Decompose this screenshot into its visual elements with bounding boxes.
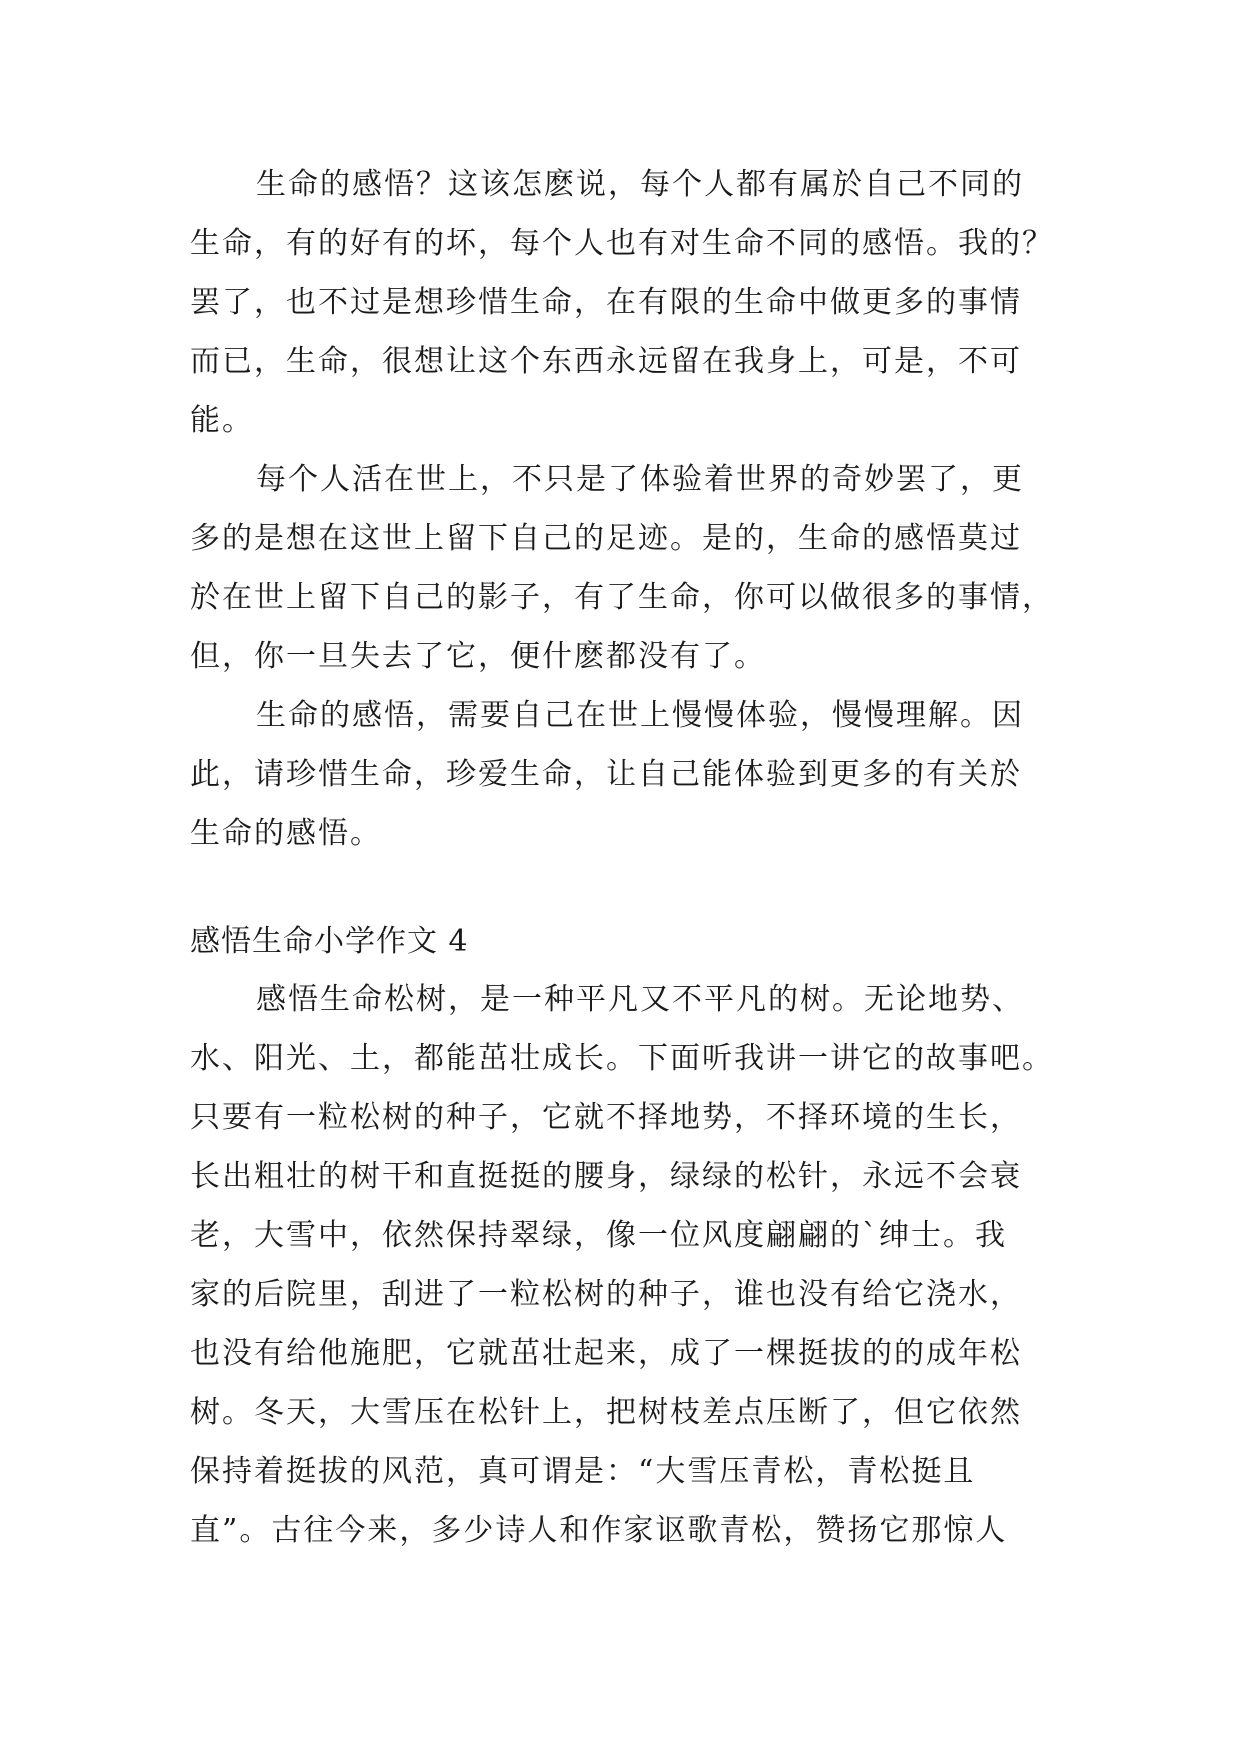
- paragraph-line: 此，请珍惜生命，珍爱生命，让自己能体验到更多的有关於: [190, 757, 1022, 792]
- paragraph-line: 但，你一旦失去了它，便什麽都没有了。: [190, 639, 766, 674]
- paragraph-line: 感悟生命松树，是一种平凡又不平凡的树。无论地势、: [256, 982, 1024, 1017]
- paragraph-line: 能。: [190, 403, 254, 438]
- paragraph-line: 长出粗壮的树干和直挺挺的腰身，绿绿的松针，永远不会衰: [190, 1159, 1022, 1194]
- paragraph-line: 也没有给他施肥，它就茁壮起来，成了一棵挺拔的的成年松: [190, 1336, 1022, 1371]
- paragraph-line: 生命的感悟，需要自己在世上慢慢体验，慢慢理解。因: [256, 698, 1024, 733]
- paragraph-line: 老，大雪中，依然保持翠绿，像一位风度翩翩的`绅士。我: [190, 1218, 1007, 1253]
- paragraph-line: 保持着挺拔的风范，真可谓是：“大雪压青松，青松挺且: [190, 1454, 976, 1489]
- paragraph-line: 水、阳光、土，都能茁壮成长。下面听我讲一讲它的故事吧。: [190, 1041, 1054, 1076]
- paragraph-line: 於在世上留下自己的影子，有了生命，你可以做很多的事情，: [190, 580, 1054, 615]
- paragraph-line: 罢了，也不过是想珍惜生命，在有限的生命中做更多的事情: [190, 285, 1022, 320]
- paragraph-line: 只要有一粒松树的种子，它就不择地势，不择环境的生长，: [190, 1100, 1022, 1135]
- paragraph-line: 生命的感悟？这该怎麽说，每个人都有属於自己不同的: [256, 167, 1024, 202]
- paragraph-line: 而已，生命，很想让这个东西永远留在我身上，可是，不可: [190, 344, 1022, 379]
- paragraph-line: 直”。古往今来，多少诗人和作家讴歌青松，赞扬它那惊人: [190, 1513, 1008, 1548]
- section-heading: 感悟生命小学作文 4: [190, 924, 469, 959]
- paragraph-line: 每个人活在世上，不只是了体验着世界的奇妙罢了，更: [256, 462, 1024, 497]
- paragraph-line: 生命的感悟。: [190, 816, 382, 851]
- paragraph-line: 家的后院里，刮进了一粒松树的种子，谁也没有给它浇水，: [190, 1277, 1022, 1312]
- paragraph-line: 树。冬天，大雪压在松针上，把树枝差点压断了，但它依然: [190, 1395, 1022, 1430]
- paragraph-line: 多的是想在这世上留下自己的足迹。是的，生命的感悟莫过: [190, 521, 1022, 556]
- paragraph-line: 生命，有的好有的坏，每个人也有对生命不同的感悟。我的？: [190, 226, 1054, 261]
